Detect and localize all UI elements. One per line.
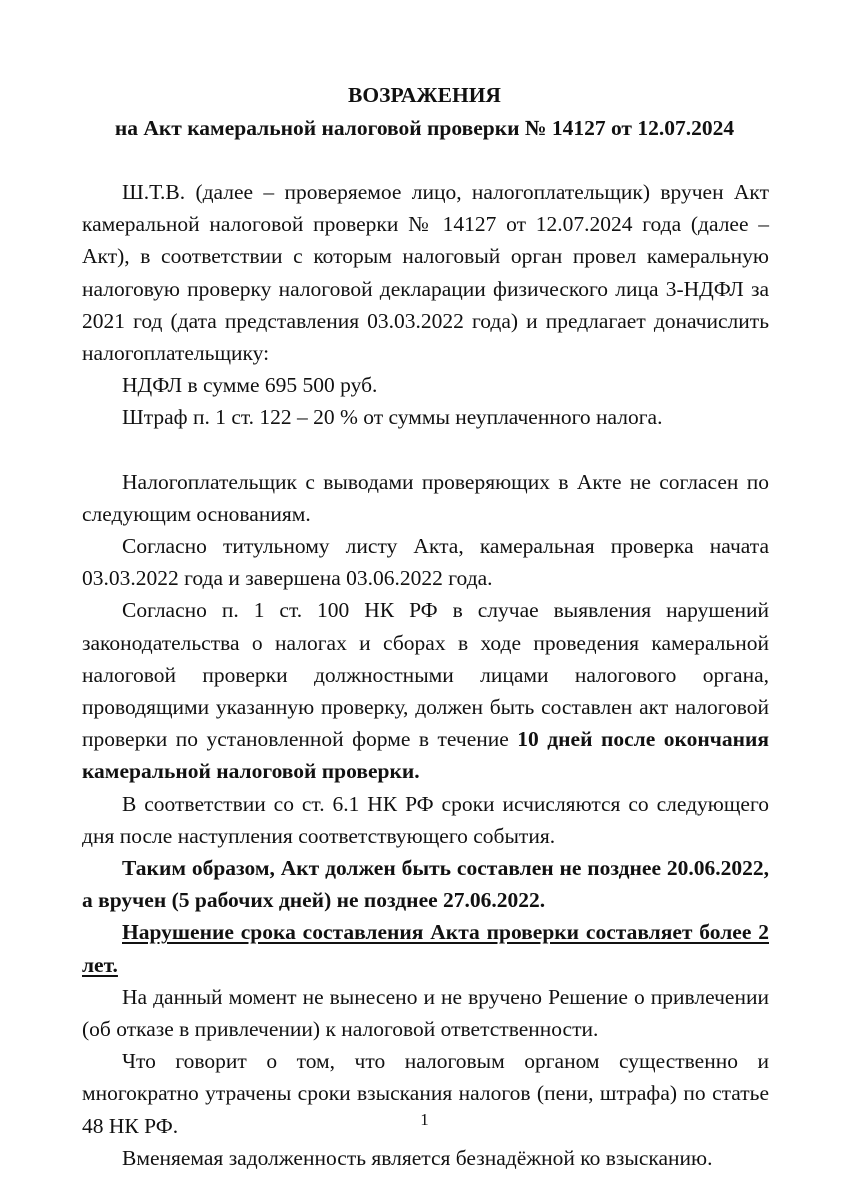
paragraph-intro: Ш.Т.В. (далее – проверяемое лицо, налогоплательщик) вручен Акт камеральной налоговой проверки № 14127 от 12.07.2024 года (далее – Акт), в соответствии с которым налоговый орган провел камеральную налоговую проверку налоговой декларации физического лица 3-НДФЛ за 2021 год (дата представления 03.03.2022 года) и предлагает доначислить налогоплательщику: (82, 180, 769, 366)
paragraph-violation (82, 916, 769, 980)
paragraph-article-6-1: В соответствии со ст. 6.1 НК РФ сроки исчисляются со следующего дня после наступления соответствующего события. (82, 791, 769, 848)
document-body (82, 176, 769, 1174)
page-number: 1 (420, 1110, 429, 1129)
document-title: ВОЗРАЖЕНИЯ (348, 83, 501, 107)
paragraph-hopeless-debt: Вменяемая задолженность является безнадёжной ко взысканию. (122, 1145, 713, 1170)
violation-underlined-text: Нарушение срока составления Акта проверки составляет более 2 лет. (82, 920, 769, 977)
paragraph-article-48: Что говорит о том, что налоговым органом существенно и многократно утрачены сроки взыскания налогов (пени, штрафа) по статье 48 НК РФ. (82, 1049, 769, 1138)
paragraph-penalty: Штраф п. 1 ст. 122 – 20 % от суммы неуплаченного налога. (122, 405, 663, 430)
paragraph-ndfl-amount: НДФЛ в сумме 695 500 руб. (122, 373, 378, 398)
paragraph-deadline-conclusion: Таким образом, Акт должен быть составлен не позднее 20.06.2022, а вручен (5 рабочих дней) не позднее 27.06.2022. (82, 856, 769, 913)
document-subtitle: на Акт камеральной налоговой проверки № 14127 от 12.07.2024 (114, 116, 735, 140)
paragraph-disagreement: Налогоплательщик с выводами проверяющих в Акте не согласен по следующим основаниям. (82, 469, 769, 526)
paragraph-article-100 (82, 594, 769, 787)
paragraph-audit-dates: Согласно титульному листу Акта, камеральная проверка начата 03.03.2022 года и завершена 03.06.2022 года. (82, 534, 769, 591)
article-100-bold-deadline: 10 дней после окончания камеральной налоговой проверки. (82, 727, 769, 784)
paragraph-no-decision: На данный момент не вынесено и не вручено Решение о привлечении (об отказе в привлечении) к налоговой ответственности. (82, 984, 769, 1042)
article-100-text: Согласно п. 1 ст. 100 НК РФ в случае выявления нарушений законодательства о налогах и сборах в ходе проведения камеральной налоговой проверки должностными лицами налогового органа, проводящими указанную проверку, должен быть составлен акт налоговой проверки по установленной форме в течение (82, 598, 769, 752)
